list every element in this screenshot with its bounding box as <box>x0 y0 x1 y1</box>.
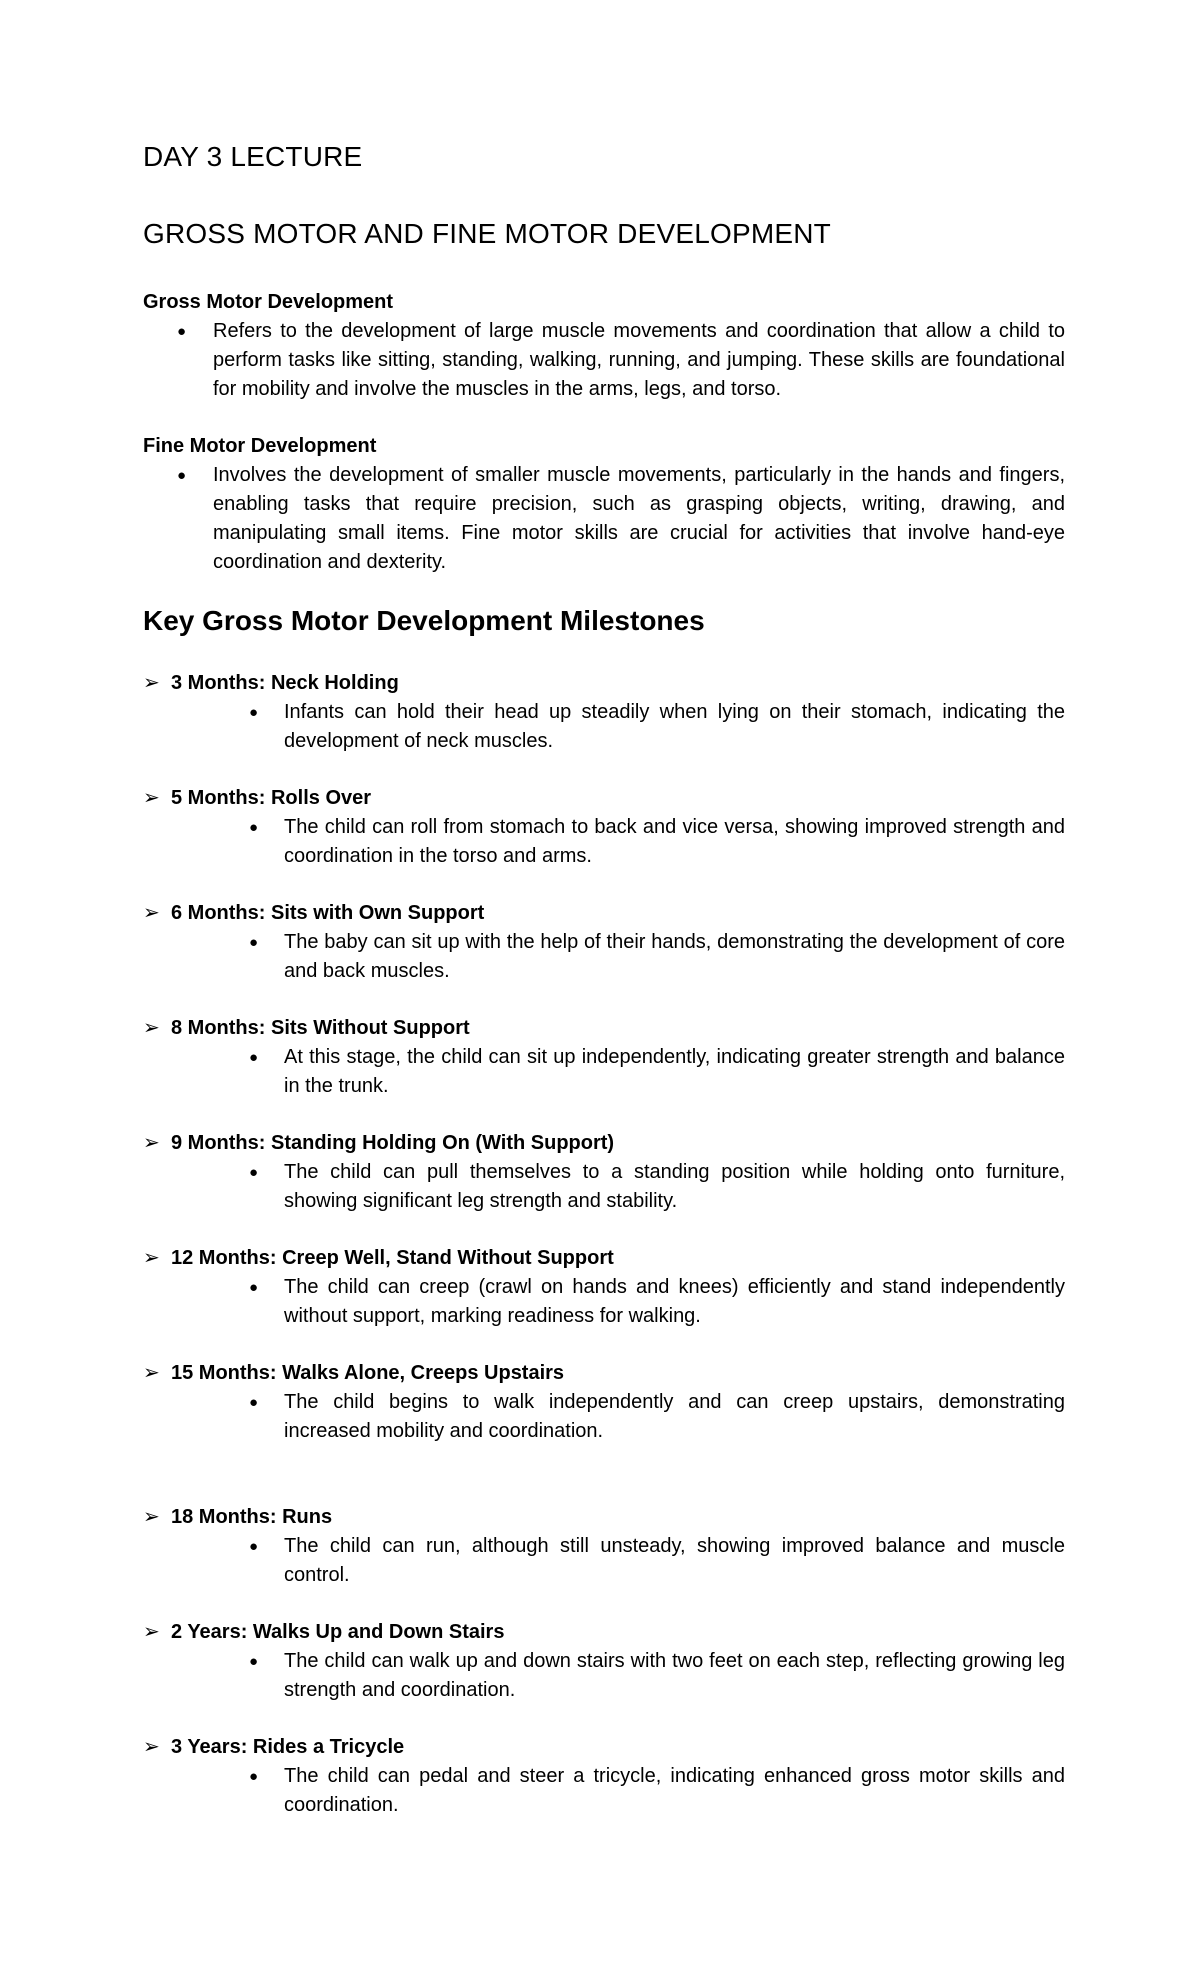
section-heading: Fine Motor Development <box>143 435 377 457</box>
arrow-icon: ➢ <box>143 1132 160 1154</box>
milestone-bullet <box>143 698 1065 756</box>
arrow-icon: ➢ <box>143 787 160 809</box>
milestone-text: The child can roll from stomach to back and vice versa, showing improved strength and coordination in the torso and arms. <box>284 816 1065 867</box>
key-milestones-heading: Key Gross Motor Development Milestones <box>143 605 705 636</box>
milestone-text: Infants can hold their head up steadily when lying on their stomach, indicating the development of neck muscles. <box>284 701 1065 752</box>
milestone-text: The child can walk up and down stairs with two feet on each step, reflecting growing leg strength and coordination. <box>284 1650 1065 1701</box>
arrow-icon: ➢ <box>143 1017 160 1039</box>
milestone-15-months <box>143 1359 1065 1446</box>
milestone-2-years <box>143 1618 1065 1705</box>
main-title: GROSS MOTOR AND FINE MOTOR DEVELOPMENT <box>143 218 831 249</box>
bullet-icon: ● <box>249 934 259 951</box>
milestone-bullet <box>143 1762 1065 1820</box>
bullet-icon: ● <box>249 1279 259 1296</box>
bullet-icon: ● <box>249 1768 259 1785</box>
milestone-title <box>143 899 1065 928</box>
bullet-item <box>143 317 1065 404</box>
arrow-icon: ➢ <box>143 1621 160 1643</box>
milestone-5-months <box>143 784 1065 871</box>
milestone-bullet <box>143 1273 1065 1331</box>
milestone-title <box>143 1733 1065 1762</box>
milestone-title-text: 12 Months: Creep Well, Stand Without Support <box>171 1247 614 1269</box>
milestone-title <box>143 1244 1065 1273</box>
milestone-6-months <box>143 899 1065 986</box>
milestone-text: At this stage, the child can sit up independently, indicating greater strength and balance in the trunk. <box>284 1046 1065 1097</box>
milestone-title <box>143 784 1065 813</box>
section-heading: Gross Motor Development <box>143 291 394 313</box>
bullet-icon: ● <box>249 704 259 721</box>
milestone-18-months <box>143 1503 1065 1590</box>
day-title: DAY 3 LECTURE <box>143 141 363 172</box>
milestone-text: The baby can sit up with the help of their hands, demonstrating the development of core and back muscles. <box>284 931 1065 982</box>
bullet-icon: ● <box>249 819 259 836</box>
bullet-icon: ● <box>249 1394 259 1411</box>
milestone-text: The child can pedal and steer a tricycle, indicating enhanced gross motor skills and coordination. <box>284 1765 1065 1816</box>
milestone-8-months <box>143 1014 1065 1101</box>
milestone-bullet <box>143 1158 1065 1216</box>
bullet-icon: ● <box>177 467 187 484</box>
milestone-title-text: 8 Months: Sits Without Support <box>171 1017 470 1039</box>
arrow-icon: ➢ <box>143 1506 160 1528</box>
milestone-title-text: 9 Months: Standing Holding On (With Support) <box>171 1132 615 1154</box>
milestone-title-text: 5 Months: Rolls Over <box>171 787 372 809</box>
milestone-3-years <box>143 1733 1065 1820</box>
bullet-text: Involves the development of smaller muscle movements, particularly in the hands and fingers, enabling tasks that require precision, such as grasping objects, writing, drawing, and manipulating small items. Fine motor skills are crucial for activities that involve hand-eye coordination and dexterity. <box>213 464 1065 573</box>
milestone-title <box>143 1014 1065 1043</box>
arrow-icon: ➢ <box>143 672 160 694</box>
milestone-title-text: 15 Months: Walks Alone, Creeps Upstairs <box>171 1362 565 1384</box>
milestone-text: The child can pull themselves to a standing position while holding onto furniture, showing significant leg strength and stability. <box>284 1161 1065 1212</box>
bullet-text: Refers to the development of large muscle movements and coordination that allow a child to perform tasks like sitting, standing, walking, running, and jumping. These skills are foundational for mobility and involve the muscles in the arms, legs, and torso. <box>213 320 1065 400</box>
section-fine-motor <box>143 432 1065 577</box>
milestone-title <box>143 1129 1065 1158</box>
milestone-title-text: 3 Years: Rides a Tricycle <box>171 1736 405 1758</box>
arrow-icon: ➢ <box>143 1247 160 1269</box>
bullet-icon: ● <box>249 1653 259 1670</box>
milestone-bullet <box>143 813 1065 871</box>
arrow-icon: ➢ <box>143 902 160 924</box>
milestone-bullet <box>143 1388 1065 1446</box>
milestone-bullet <box>143 1647 1065 1705</box>
milestone-title-text: 6 Months: Sits with Own Support <box>171 902 485 924</box>
milestone-bullet <box>143 928 1065 986</box>
milestone-bullet <box>143 1532 1065 1590</box>
milestone-title-text: 3 Months: Neck Holding <box>171 672 399 694</box>
milestone-title <box>143 1359 1065 1388</box>
bullet-icon: ● <box>249 1049 259 1066</box>
milestone-title <box>143 1503 1065 1532</box>
milestone-12-months <box>143 1244 1065 1331</box>
milestone-title-text: 18 Months: Runs <box>171 1506 333 1528</box>
bullet-icon: ● <box>177 323 187 340</box>
bullet-icon: ● <box>249 1164 259 1181</box>
milestone-text: The child begins to walk independently and can creep upstairs, demonstrating increased mobility and coordination. <box>284 1391 1065 1442</box>
milestone-bullet <box>143 1043 1065 1101</box>
milestone-title-text: 2 Years: Walks Up and Down Stairs <box>171 1621 505 1643</box>
milestone-9-months <box>143 1129 1065 1216</box>
section-gross-motor <box>143 288 1065 404</box>
bullet-item <box>143 461 1065 577</box>
arrow-icon: ➢ <box>143 1362 160 1384</box>
arrow-icon: ➢ <box>143 1736 160 1758</box>
milestone-title <box>143 1618 1065 1647</box>
milestone-3-months <box>143 669 1065 756</box>
bullet-icon: ● <box>249 1538 259 1555</box>
milestone-text: The child can creep (crawl on hands and knees) efficiently and stand independently without support, marking readiness for walking. <box>284 1276 1065 1327</box>
milestone-title <box>143 669 1065 698</box>
milestone-text: The child can run, although still unsteady, showing improved balance and muscle control. <box>284 1535 1065 1586</box>
